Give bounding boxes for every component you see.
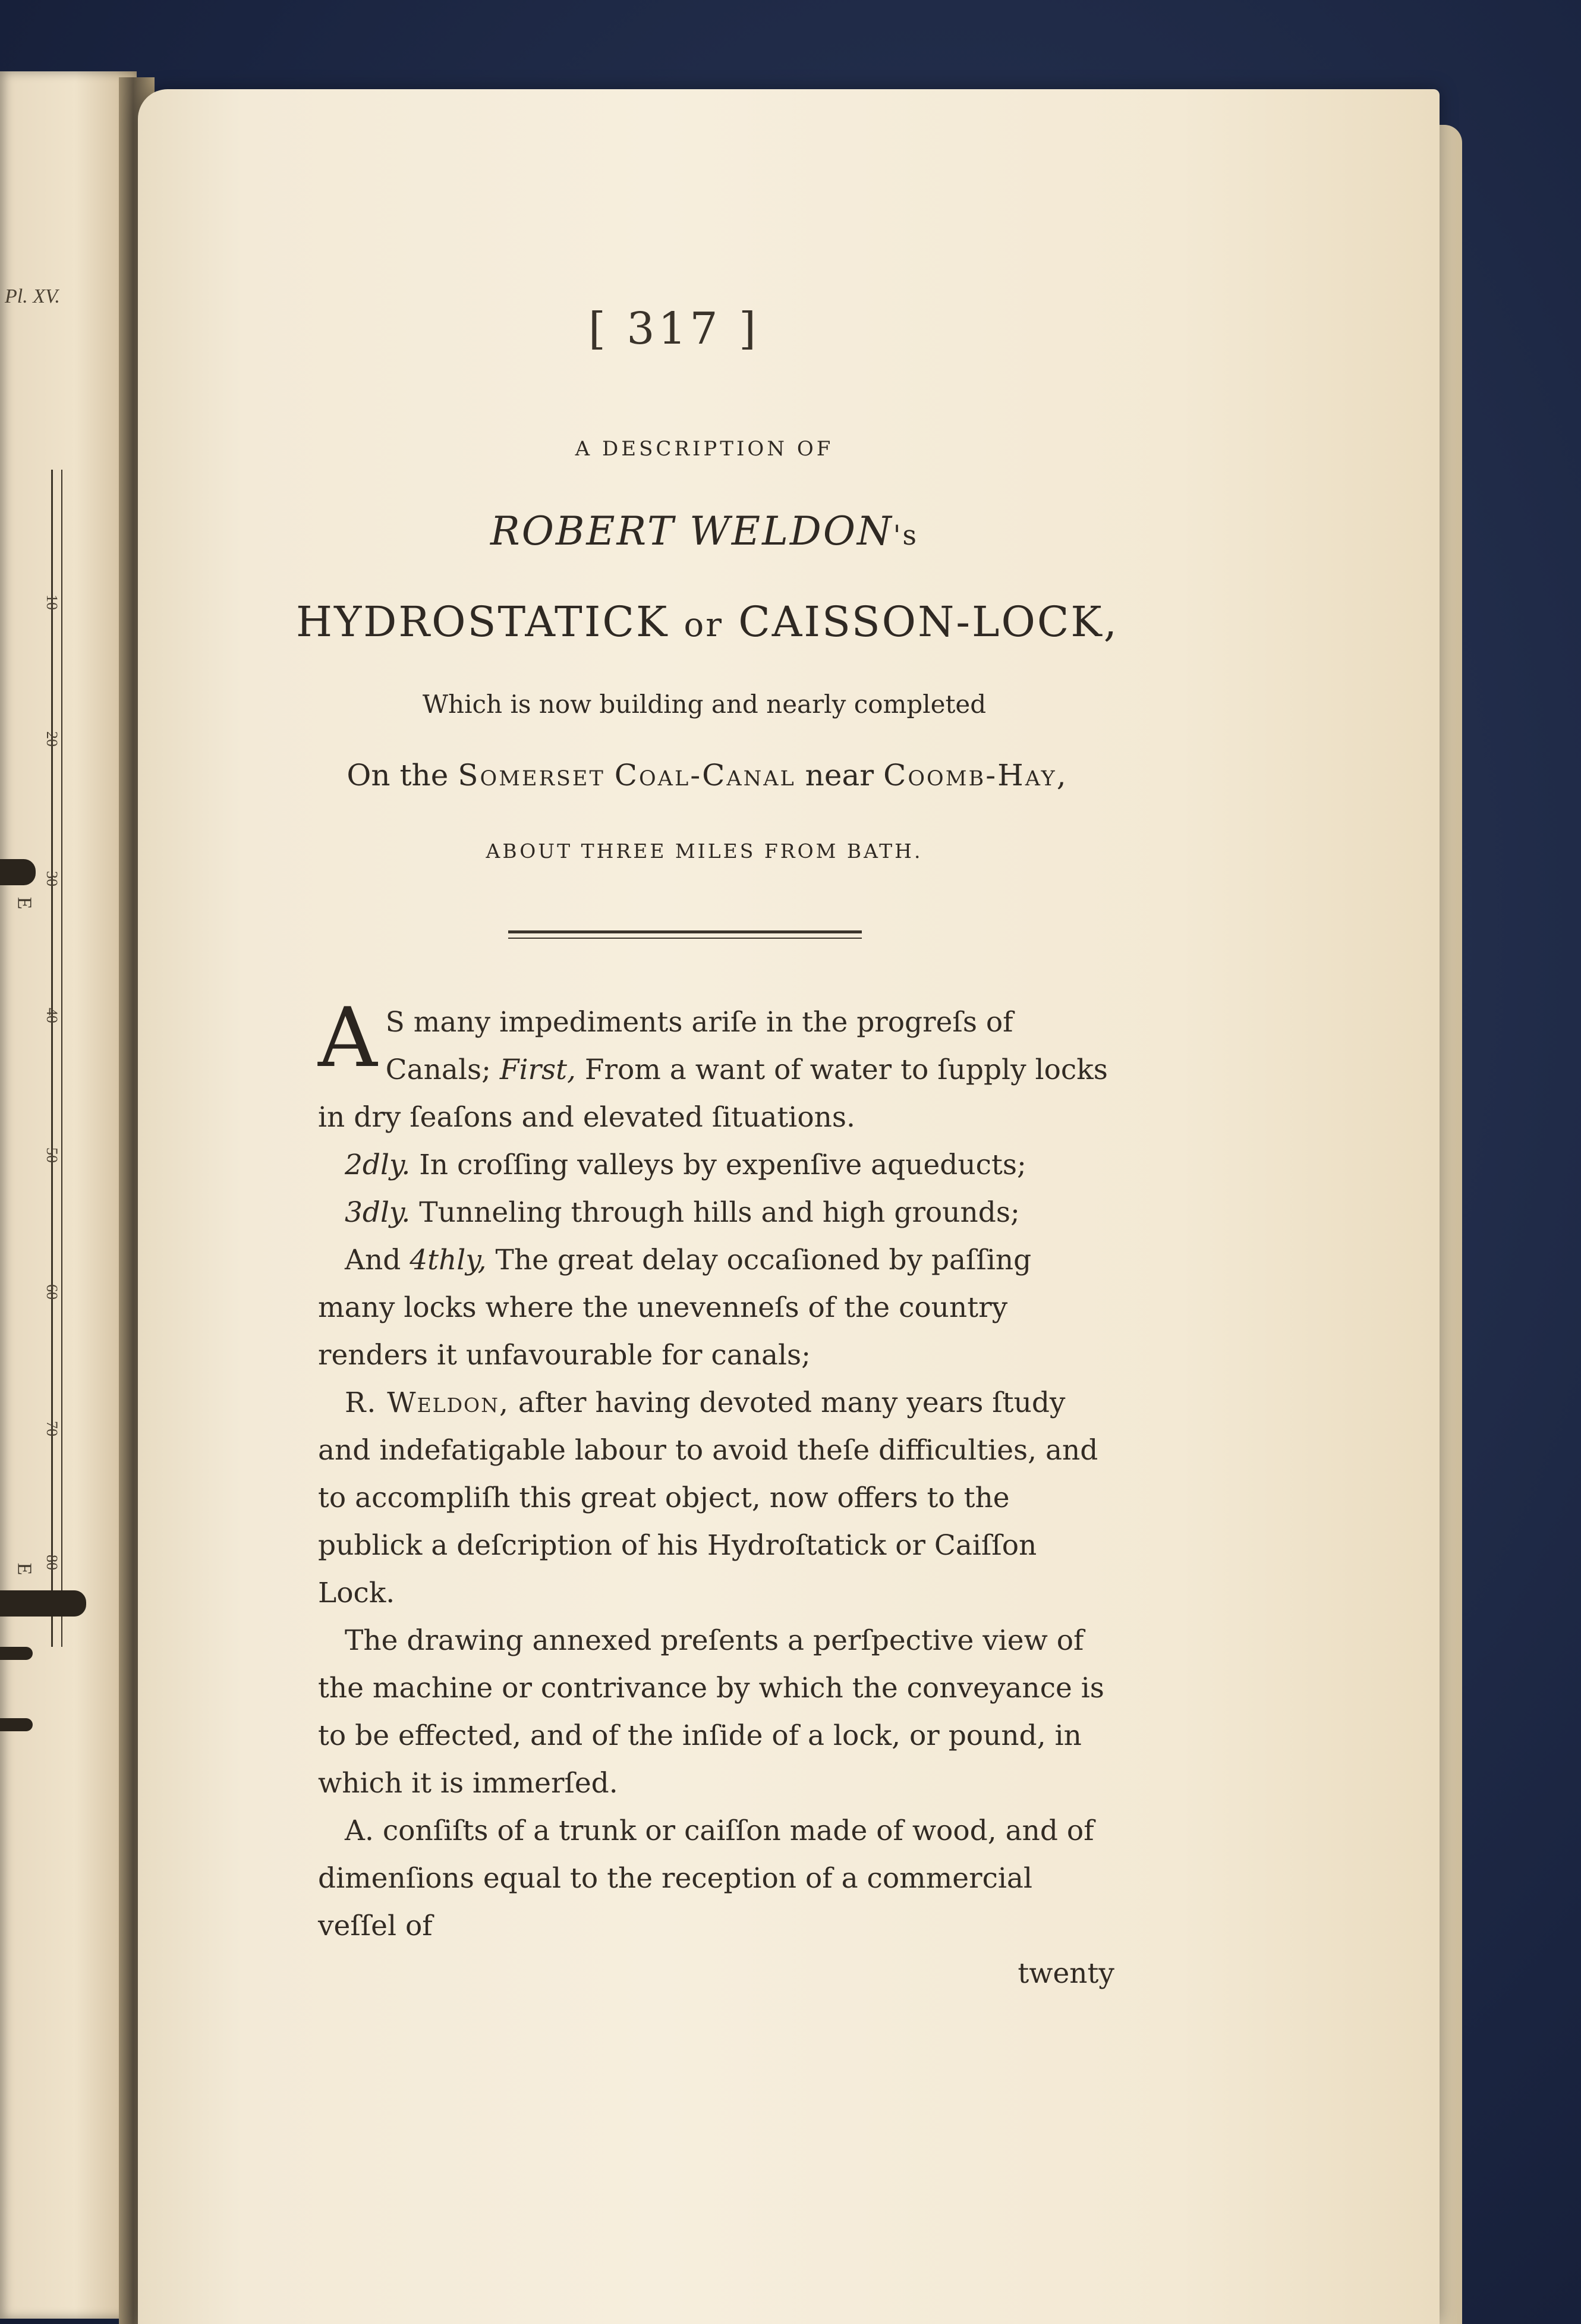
paragraph-4: [318, 1237, 1114, 1379]
name-title-text: ROBERT WELDON: [490, 508, 893, 554]
plate-drawing-rod: [0, 859, 36, 885]
name-title: [318, 508, 1091, 554]
scale-number: 80: [43, 1555, 61, 1570]
scale-number: 20: [43, 731, 61, 747]
scale-number: 40: [43, 1008, 61, 1023]
location-somerset: Somerset: [458, 758, 605, 793]
p2-text: In croſſing valleys by expenſive aqueducts;: [410, 1149, 1026, 1181]
p1-first-text: From a want of water to ſupply locks in dry ſeaſons and elevated ſituations.: [318, 1053, 1108, 1134]
p4-text: The great delay occaſioned by paſſing many locks where the unevenneſs of the country renders it unfavourable for canals;: [318, 1244, 1032, 1372]
paragraph-3: [318, 1189, 1114, 1237]
scale-letter: E: [13, 1562, 36, 1575]
scale-number: 50: [43, 1147, 61, 1163]
p3-label: 3dly.: [345, 1196, 411, 1229]
scale-bar: [51, 470, 62, 1647]
location-line: [303, 758, 1111, 793]
main-title-or: or: [684, 606, 723, 644]
plate-drawing-rod: [0, 1718, 33, 1731]
paragraph-5: [318, 1379, 1114, 1617]
scale-number: 60: [43, 1284, 61, 1300]
p5-text: after having devoted many years ſtudy and indefatigable labour to avoid theſe difficulties, and to accompliſh this great object, now offers to the publick a deſcription of his Hydroſtatick or Caiſſon Lock.: [318, 1386, 1098, 1609]
scale-number: 30: [43, 871, 61, 886]
p1-first-label: First,: [499, 1053, 576, 1086]
name-title-suffix: 's: [893, 519, 918, 551]
body-text: [318, 990, 1114, 1998]
location-place: Coomb-Hay,: [883, 758, 1068, 793]
p1-text: S many impediments ariſe in the progreſs of Canals;: [385, 1006, 1013, 1086]
section-rule-thin: [508, 938, 862, 939]
subtitle: Which is now building and nearly completed: [422, 690, 987, 719]
heading-small: A DESCRIPTION OF: [575, 437, 834, 461]
catchword: twenty: [1018, 1957, 1114, 1990]
distance-line: ABOUT THREE MILES FROM BATH.: [486, 839, 923, 863]
main-title: [285, 597, 1129, 646]
p5-name: R. Weldon,: [345, 1386, 509, 1419]
page-number: [ 317 ]: [588, 303, 760, 354]
plate-label: Pl. XV.: [5, 285, 60, 307]
plate-drawing-rod: [0, 1590, 86, 1617]
left-plate-page: [0, 71, 137, 2319]
paragraph-6: The drawing annexed preſents a perſpective view of the machine or contrivance by which the conveyance is to be effected, and of the inſide of a lock, or pound, in which it is immerſed.: [318, 1624, 1104, 1800]
main-title-part1: HYDROSTATICK: [296, 597, 684, 646]
p3-text: Tunneling through hills and high grounds;: [410, 1196, 1020, 1229]
p4-label: 4thly,: [410, 1244, 487, 1276]
scale-letter: E: [13, 897, 36, 910]
scale-number: 10: [43, 595, 61, 610]
scale-number: 70: [43, 1421, 61, 1436]
location-near: near: [795, 758, 884, 793]
plate-drawing-rod: [0, 1647, 33, 1660]
paragraph-1: [318, 990, 1114, 1141]
location-on: On the: [347, 758, 458, 793]
main-title-part2: CAISSON-LOCK,: [723, 597, 1119, 646]
paragraph-7: A. conſiſts of a trunk or caiſſon made of wood, and of dimenſions equal to the reception of a commercial veſſel of: [318, 1814, 1094, 1942]
p4-and: And: [345, 1244, 410, 1276]
drop-cap: A: [318, 990, 377, 1086]
section-rule: [508, 930, 862, 933]
location-canal: Coal-Canal: [614, 758, 796, 793]
paragraph-2: [318, 1141, 1114, 1189]
p2-label: 2dly.: [345, 1149, 411, 1181]
